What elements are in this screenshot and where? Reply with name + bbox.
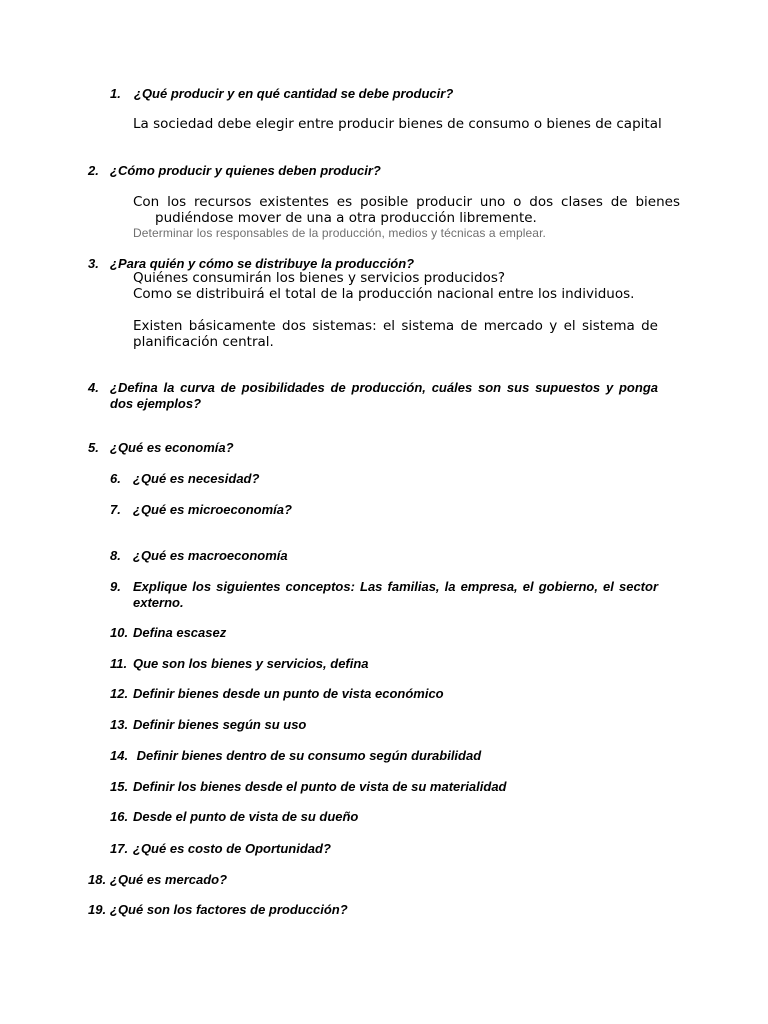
question-text: Definir bienes desde un punto de vista económico — [133, 686, 444, 701]
answer-3-line-2: Como se distribuirá el total de la producción nacional entre los individuos. — [133, 286, 635, 302]
question-14 — [110, 748, 658, 764]
question-8 — [110, 548, 658, 564]
question-number: 3. — [88, 256, 99, 271]
question-number: 19. — [88, 902, 107, 917]
question-text: Definir los bienes desde el punto de vista de su materialidad — [133, 779, 507, 794]
question-number: 8. — [110, 548, 121, 563]
question-number: 15. — [110, 779, 129, 794]
answer-text: La sociedad debe elegir entre producir bienes de consumo o bienes de capital — [133, 116, 662, 132]
question-7 — [110, 502, 658, 518]
question-18 — [88, 872, 658, 888]
question-number: 17. — [110, 841, 129, 856]
question-text: ¿Defina la curva de posibilidades de producción, cuáles son sus supuestos y ponga dos ejemplos? — [110, 380, 658, 411]
question-number: 4. — [88, 380, 99, 395]
question-text: Desde el punto de vista de su dueño — [133, 809, 359, 824]
question-15 — [110, 779, 658, 795]
question-19 — [88, 902, 658, 918]
question-number: 1. — [110, 86, 121, 101]
question-text: ¿Qué es mercado? — [110, 872, 228, 887]
question-number: 16. — [110, 809, 129, 824]
question-text: ¿Qué es necesidad? — [133, 471, 260, 486]
question-number: 11. — [110, 656, 128, 671]
question-9 — [110, 579, 658, 611]
answer-1 — [133, 116, 680, 132]
question-text: Explique los siguientes conceptos: Las familias, la empresa, el gobierno, el sector externo. — [133, 579, 658, 610]
question-16 — [110, 809, 658, 825]
question-text: ¿Qué es costo de Oportunidad? — [133, 841, 331, 856]
question-10 — [110, 625, 658, 641]
question-text: ¿Qué es macroeconomía — [133, 548, 288, 563]
question-13 — [110, 717, 658, 733]
question-2 — [88, 163, 658, 179]
question-text: Que son los bienes y servicios, defina — [133, 656, 369, 671]
question-5 — [88, 440, 658, 456]
answer-3-line-1: Quiénes consumirán los bienes y servicios producidos? — [133, 270, 506, 286]
question-number: 6. — [110, 471, 121, 486]
question-text: Definir bienes dentro de su consumo según durabilidad — [133, 748, 482, 763]
question-11 — [110, 656, 658, 672]
question-17 — [110, 841, 658, 857]
question-1 — [110, 86, 670, 102]
question-number: 5. — [88, 440, 99, 455]
question-text: Defina escasez — [133, 625, 227, 640]
question-number: 13. — [110, 717, 129, 732]
question-number: 14. — [110, 748, 129, 763]
question-text: ¿Qué es economía? — [110, 440, 234, 455]
question-number: 2. — [88, 163, 99, 178]
answer-text: Con los recursos existentes es posible producir uno o dos clases de bienes pudiéndose mover de una a otra producción libremente. — [133, 194, 680, 226]
answer-3-line-3: Existen básicamente dos sistemas: el sistema de mercado y el sistema de planificación central. — [133, 318, 658, 350]
question-12 — [110, 686, 658, 702]
answer-2-note: Determinar los responsables de la producción, medios y técnicas a emplear. — [133, 226, 546, 240]
question-text: ¿Para quién y cómo se distribuye la producción? — [110, 256, 415, 271]
question-number: 9. — [110, 579, 121, 594]
question-text: ¿Cómo producir y quienes deben producir? — [110, 163, 381, 178]
question-text: ¿Qué producir y en qué cantidad se debe producir? — [134, 86, 454, 101]
question-number: 12. — [110, 686, 129, 701]
question-4 — [88, 380, 658, 412]
question-text: ¿Qué son los factores de producción? — [110, 902, 348, 917]
question-text: ¿Qué es microeconomía? — [133, 502, 292, 517]
question-number: 18. — [88, 872, 107, 887]
answer-2 — [133, 194, 680, 226]
question-6 — [110, 471, 658, 487]
question-number: 10. — [110, 625, 129, 640]
question-number: 7. — [110, 502, 121, 517]
question-text: Definir bienes según su uso — [133, 717, 307, 732]
